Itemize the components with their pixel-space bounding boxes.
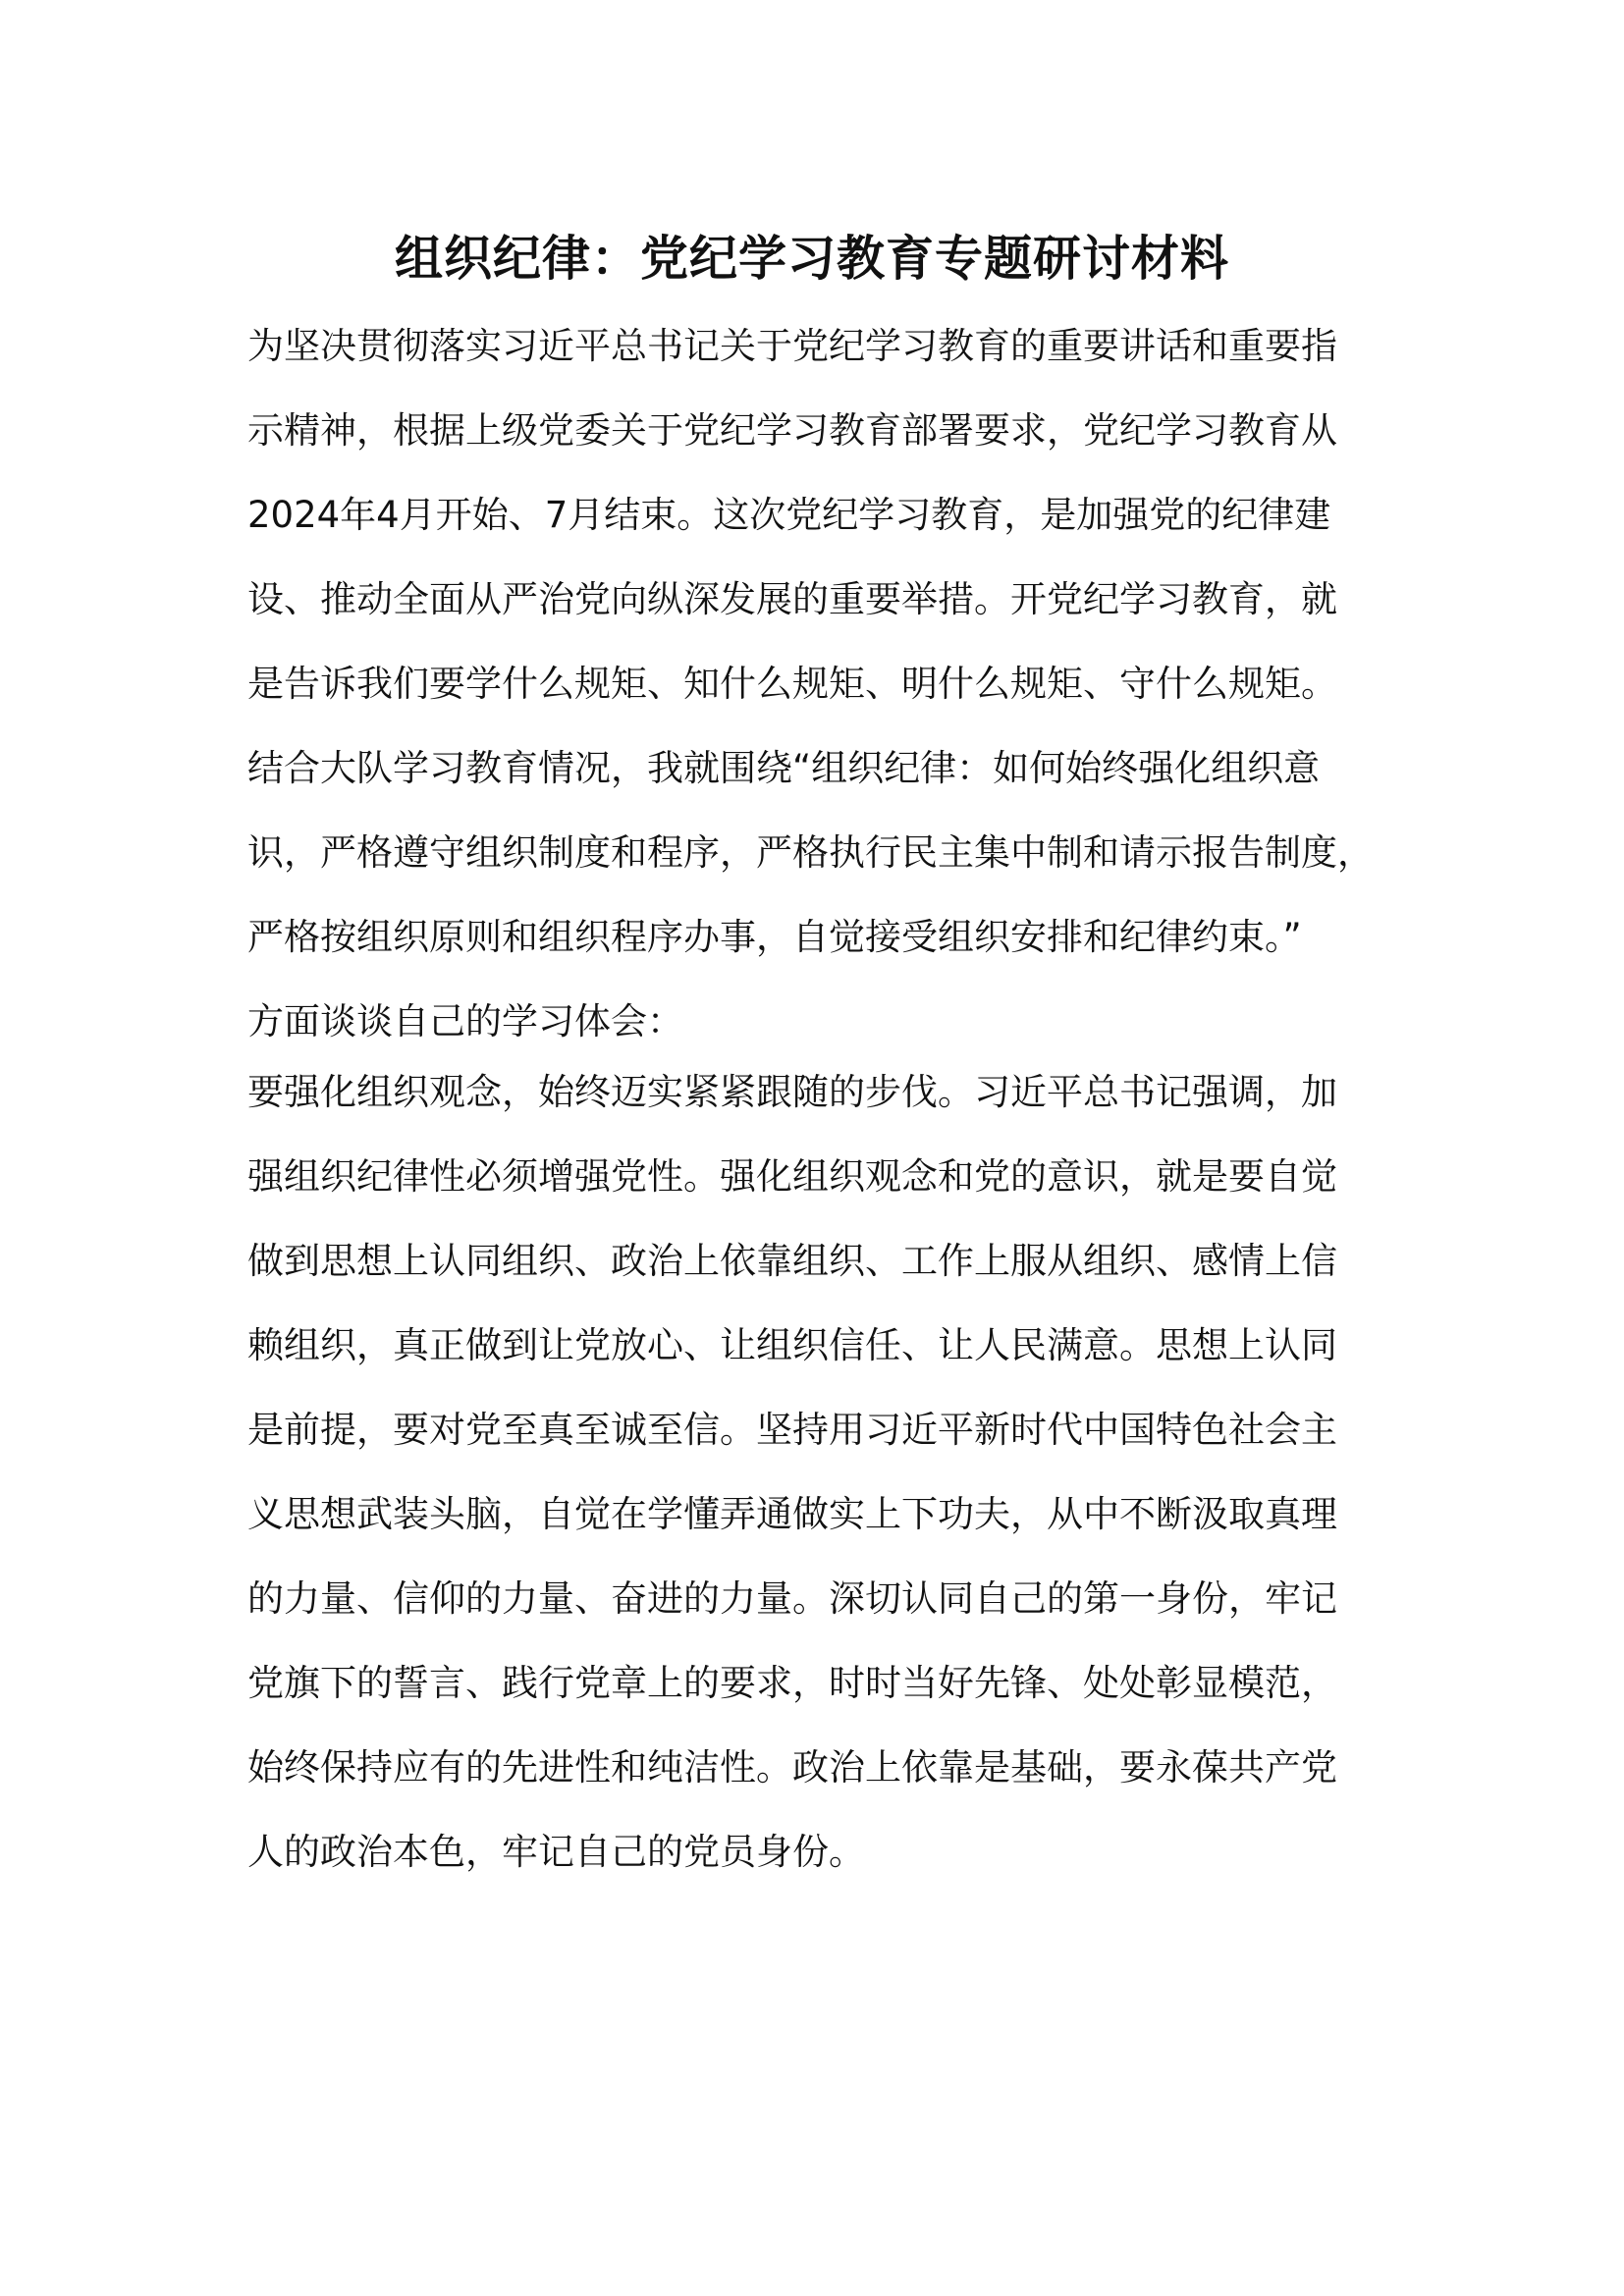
text-line: 义思想武装头脑，自觉在学懂弄通做实上下功夫，从中不断汲取真理 (247, 1493, 1337, 1535)
text-line: 赖组织，真正做到让党放心、让组织信任、让人民满意。思想上认同 (247, 1324, 1337, 1366)
text-line: 强组织纪律性必须增强党性。强化组织观念和党的意识，就是要自觉 (247, 1155, 1337, 1198)
text-line: 的力量、信仰的力量、奋进的力量。深切认同自己的第一身份，牢记 (247, 1577, 1337, 1620)
text-line: 为坚决贯彻落实习近平总书记关于党纪学习教育的重要讲话和重要指 (247, 325, 1337, 367)
document-title: 组织纪律：党纪学习教育专题研讨材料 (394, 231, 1229, 287)
text-line: 严格按组织原则和组织程序办事，自觉接受组织安排和纪律约束。” (247, 916, 1302, 958)
text-line: 人的政治本色，牢记自己的党员身份。 (247, 1831, 865, 1873)
paragraph-intro (247, 304, 1386, 1064)
text-line: 2024年4月开始、7月结束。这次党纪学习教育，是加强党的纪律建 (247, 494, 1331, 536)
text-line: 方面谈谈自己的学习体会： (247, 1000, 683, 1042)
text-line: 始终保持应有的先进性和纯洁性。政治上依靠是基础，要永葆共产党 (247, 1746, 1337, 1789)
text-line: 是前提，要对党至真至诚至信。坚持用习近平新时代中国特色社会主 (247, 1409, 1337, 1451)
text-line: 党旗下的誓言、践行党章上的要求，时时当好先锋、处处彰显模范， (247, 1662, 1337, 1704)
text-line: 设、推动全面从严治党向纵深发展的重要举措。开党纪学习教育，就 (247, 578, 1337, 620)
text-line: 识，严格遵守组织制度和程序，严格执行民主集中制和请示报告制度， (247, 831, 1374, 874)
text-line: 要强化组织观念，始终迈实紧紧跟随的步伐。习近平总书记强调，加 (247, 1071, 1337, 1113)
paragraph-organization (247, 1050, 1386, 1895)
text-line: 示精神，根据上级党委关于党纪学习教育部署要求，党纪学习教育从 (247, 409, 1337, 452)
text-line: 做到思想上认同组织、政治上依靠组织、工作上服从组织、感情上信 (247, 1240, 1337, 1282)
text-line: 是告诉我们要学什么规矩、知什么规矩、明什么规矩、守什么规矩。 (247, 663, 1337, 705)
text-line: 结合大队学习教育情况，我就围绕“组织纪律：如何始终强化组织意 (247, 747, 1321, 789)
